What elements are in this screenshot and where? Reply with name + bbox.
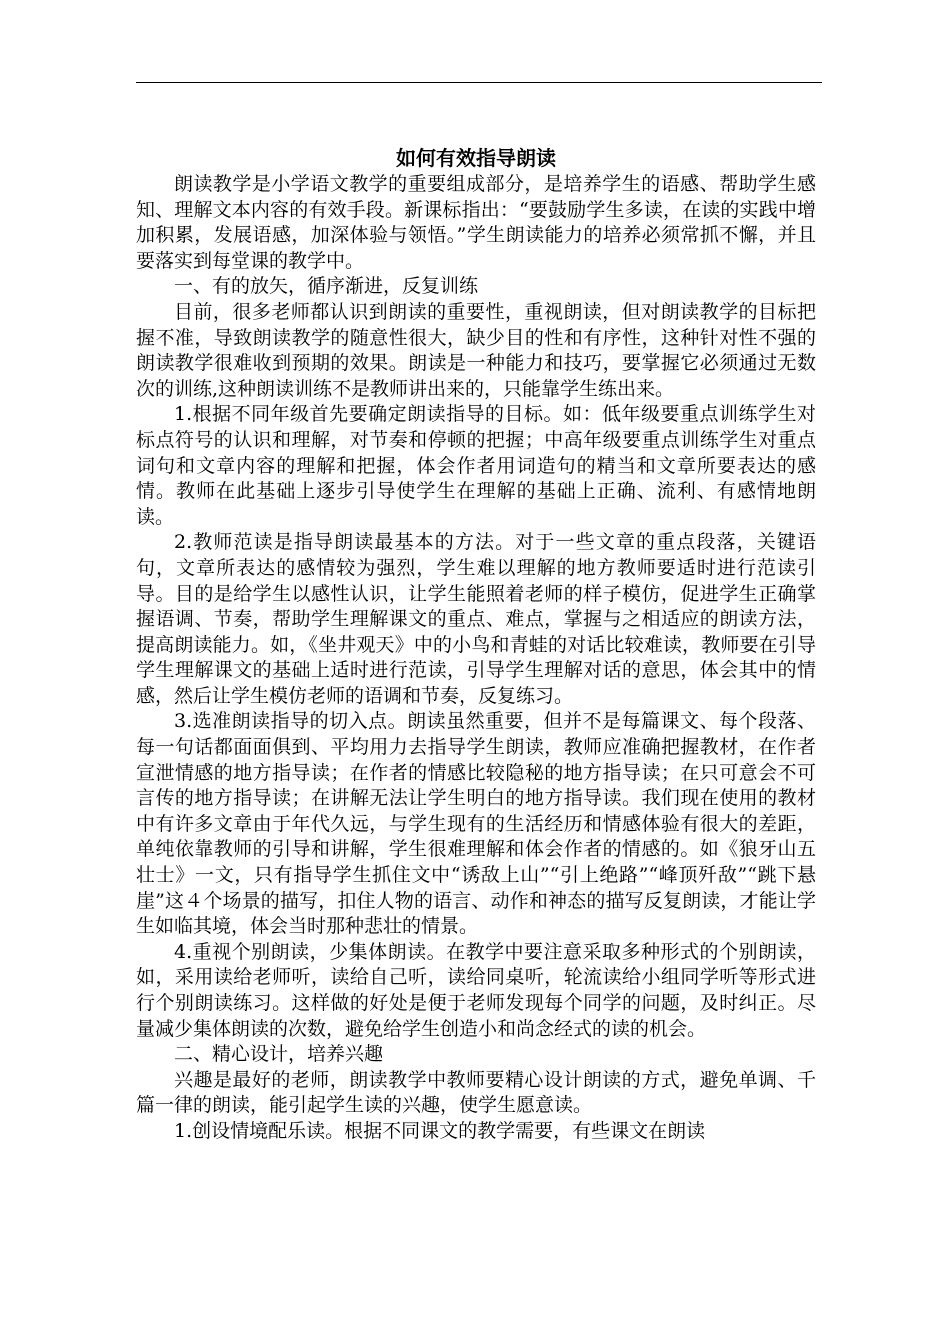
header-rule: [136, 82, 822, 83]
section-2-paragraph: 兴趣是最好的老师，朗读教学中教师要精心设计朗读的方式，避免单调、千篇一律的朗读，能引起学生读的兴趣，使学生愿意读。: [136, 1068, 816, 1117]
intro-paragraph: 朗读教学是小学语文教学的重要组成部分，是培养学生的语感、帮助学生感知、理解文本内容的有效手段。新课标指出：“要鼓励学生多读，在读的实践中增加积累，发展语感，加深体验与领悟。”学生朗读能力的培养必须常抓不懈，并且要落实到每堂课的教学中。: [136, 173, 816, 272]
section-1-paragraph: 目前，很多老师都认识到朗读的重要性，重视朗读，但对朗读教学的目标把握不准，导致朗读教学的随意性很大，缺少目的性和有序性，这种针对性不强的朗读教学很难收到预期的效果。朗读是一种能力和技巧，要掌握它必须通过无数次的训练,这种朗读训练不是教师讲出来的，只能靠学生练出来。: [136, 300, 816, 400]
document-title: 如何有效指导朗读: [396, 146, 556, 170]
point-2-paragraph: 2.教师范读是指导朗读最基本的方法。对于一些文章的重点段落，关键语句，文章所表达的感情较为强烈，学生难以理解的地方教师要适时进行范读引导。目的是给学生以感性认识，让学生能照着老师的样子模仿，促进学生正确掌握语调、节奏，帮助学生理解课文的重点、难点，掌握与之相适应的朗读方法，提高朗读能力。如，《坐井观天》中的小鸟和青蛙的对话比较难读，教师要在引导学生理解课文的基础上适时进行范读，引导学生理解对话的意思，体会其中的情感，然后让学生模仿老师的语调和节奏，反复练习。: [136, 531, 816, 707]
section-heading-1: 一、有的放矢，循序渐进，反复训练: [174, 275, 479, 298]
section-heading-2: 二、精心设计，培养兴趣: [174, 1043, 384, 1066]
point-4-paragraph: 4.重视个别朗读，少集体朗读。在教学中要注意采取多种形式的个别朗读，如，采用读给老师听，读给自己听，读给同桌听，轮流读给小组同学听等形式进行个别朗读练习。这样做的好处是便于老师发现每个同学的问题，及时纠正。尽量减少集体朗读的次数，避免给学生创造小和尚念经式的读的机会。: [136, 940, 816, 1040]
point-3-paragraph: 3.选准朗读指导的切入点。朗读虽然重要，但并不是每篇课文、每个段落、每一句话都面面俱到、平均用力去指导学生朗读，教师应准确把握教材，在作者宣泄情感的地方指导读；在作者的情感比较隐秘的地方指导读；在只可意会不可言传的地方指导读；在讲解无法让学生明白的地方指导读。我们现在使用的教材中有许多文章由于年代久远，与学生现有的生活经历和情感体验有很大的差距，单纯依靠教师的引导和讲解，学生很难理解和体会作者的情感的。如《狼牙山五壮士》一文，只有指导学生抓住文中“诱敌上山”“引上绝路”“峰顶歼敌”“跳下悬崖”这４个场景的描写，扣住人物的语言、动作和神态的描写反复朗读，才能让学生如临其境，体会当时那种悲壮的情景。: [136, 710, 816, 938]
document-body: [136, 144, 816, 1145]
point-1-paragraph: 1.根据不同年级首先要确定朗读指导的目标。如：低年级要重点训练学生对标点符号的认识和理解，对节奏和停顿的把握；中高年级要重点训练学生对重点词句和文章内容的理解和把握，体会作者用词造句的精当和文章所要表达的感情。教师在此基础上逐步引导使学生在理解的基础上正确、流利、有感情地朗读。: [136, 403, 816, 528]
section-2-point-1-paragraph: 1.创设情境配乐读。根据不同课文的教学需要，有些课文在朗读: [174, 1119, 706, 1142]
